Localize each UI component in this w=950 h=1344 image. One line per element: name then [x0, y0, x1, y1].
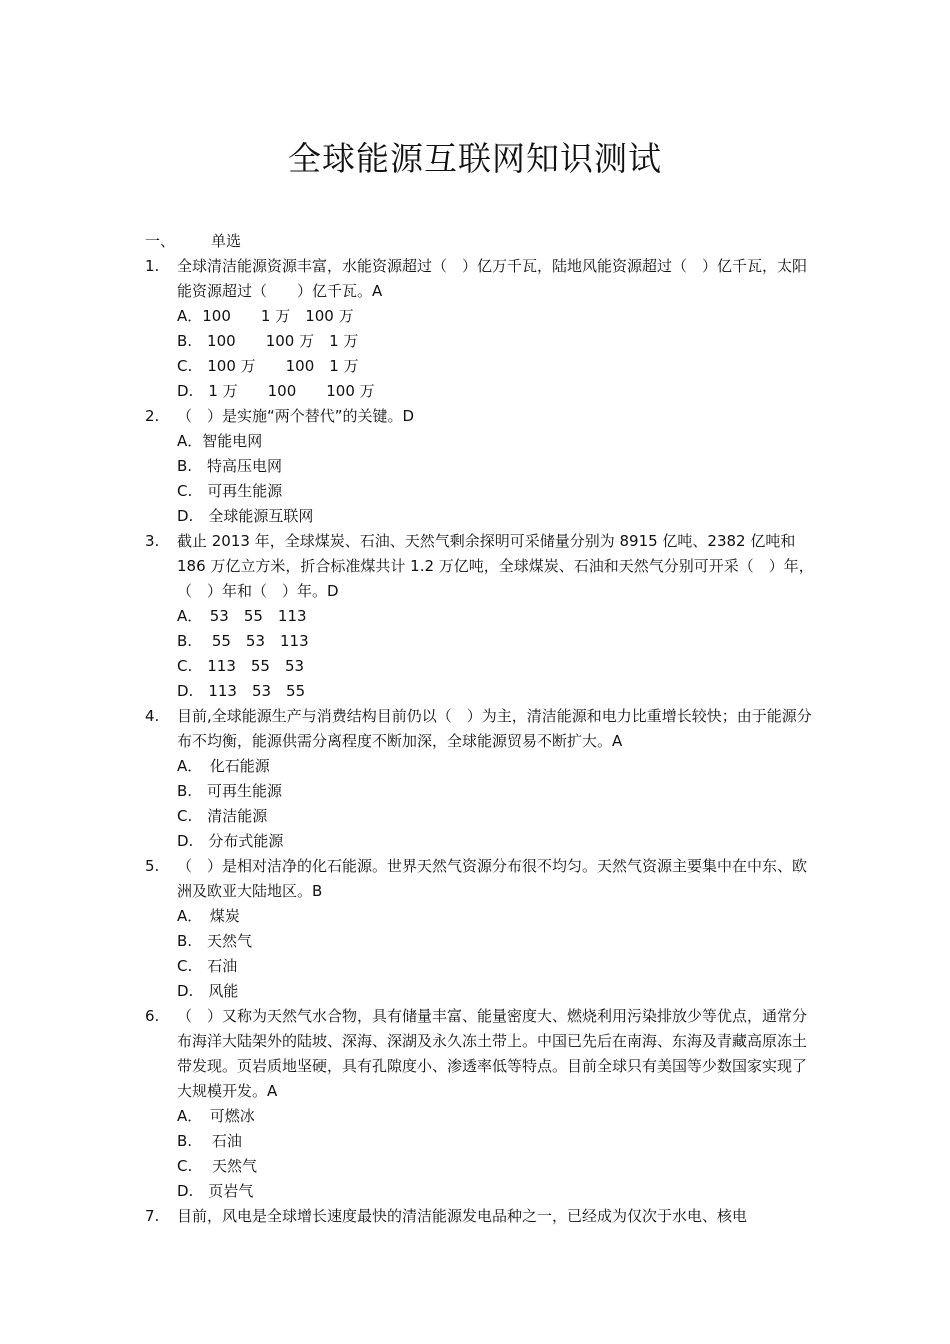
section-number: 一、: [145, 232, 176, 250]
answer-option: C. 100 万 100 1 万: [177, 357, 359, 375]
question-number: 2.: [145, 407, 160, 425]
answer-option: B. 特高压电网: [177, 457, 283, 475]
answer-option: B. 天然气: [177, 932, 253, 950]
answer-option: D. 分布式能源: [177, 832, 284, 850]
question-list: [145, 254, 815, 1229]
page-title: 全球能源互联网知识测试: [288, 139, 662, 178]
answer-option: B. 可再生能源: [177, 782, 283, 800]
question-item: [145, 254, 815, 304]
question-number: 7.: [145, 1207, 160, 1225]
question-number: 1.: [145, 257, 160, 275]
question-number: 6.: [145, 1007, 160, 1025]
question-item: [145, 404, 815, 429]
answer-option: B. 石油: [177, 1132, 242, 1150]
answer-option: A．100 1 万 100 万: [177, 307, 354, 325]
answer-option: D. 113 53 55: [177, 682, 306, 700]
answer-option: C. 可再生能源: [177, 482, 283, 500]
question-text: 截止 2013 年，全球煤炭、石油、天然气剩余探明可采储量分别为 8915 亿吨、2382 亿吨和 186 万亿立方米，折合标准煤共计 1.2 万亿吨，全球煤炭、石油和天然气分别可开采（ ）年，（ ）年和（ ）年。D: [177, 532, 814, 600]
question-item: [145, 704, 815, 754]
answer-option: A． 53 55 113: [177, 607, 307, 625]
answer-option: A．智能电网: [177, 432, 263, 450]
question-text: （ ）是实施“两个替代”的关键。D: [177, 407, 415, 425]
question-number: 5.: [145, 857, 160, 875]
question-item: [145, 1004, 815, 1104]
answer-option: A． 煤炭: [177, 907, 240, 925]
answer-option: C. 清洁能源: [177, 807, 268, 825]
question-text: （ ）是相对洁净的化石能源。世界天然气资源分布很不均匀。天然气资源主要集中在中东、欧洲及欧亚大陆地区。B: [177, 857, 808, 900]
answer-option: B. 55 53 113: [177, 632, 309, 650]
question-item: [145, 1204, 815, 1229]
answer-option: C. 天然气: [177, 1157, 258, 1175]
answer-option: D. 全球能源互联网: [177, 507, 314, 525]
question-text: 目前，风电是全球增长速度最快的清洁能源发电品种之一，已经成为仅次于水电、核电: [177, 1207, 748, 1225]
question-number: 4.: [145, 707, 160, 725]
answer-option: C. 石油: [177, 957, 238, 975]
answer-option: A． 化石能源: [177, 757, 270, 775]
question-item: [145, 529, 815, 604]
section-label: 单选: [211, 232, 242, 250]
answer-option: D. 页岩气: [177, 1182, 254, 1200]
question-text: 目前,全球能源生产与消费结构目前仍以（ ）为主，清洁能源和电力比重增长较快；由于能源分布不均衡，能源供需分离程度不断加深，全球能源贸易不断扩大。A: [177, 707, 812, 750]
section-heading: [145, 229, 241, 254]
question-item: [145, 854, 815, 904]
answer-option: D. 风能: [177, 982, 239, 1000]
question-number: 3.: [145, 532, 160, 550]
answer-option: D. 1 万 100 100 万: [177, 382, 375, 400]
answer-option: B. 100 100 万 1 万: [177, 332, 359, 350]
question-text: （ ）又称为天然气水合物，具有储量丰富、能量密度大、燃烧利用污染排放少等优点，通常分布海洋大陆架外的陆坡、深海、深湖及永久冻土带上。中国已先后在南海、东海及青藏高原冻土带发现。页岩质地坚硬，具有孔隙度小、渗透率低等特点。目前全球只有美国等少数国家实现了大规模开发。A: [177, 1007, 808, 1100]
answer-option: A． 可燃冰: [177, 1107, 255, 1125]
answer-option: C. 113 55 53: [177, 657, 305, 675]
question-text: 全球清洁能源资源丰富，水能资源超过（ ）亿万千瓦，陆地风能资源超过（ ）亿千瓦，太阳能资源超过（ ）亿千瓦。A: [177, 257, 808, 300]
